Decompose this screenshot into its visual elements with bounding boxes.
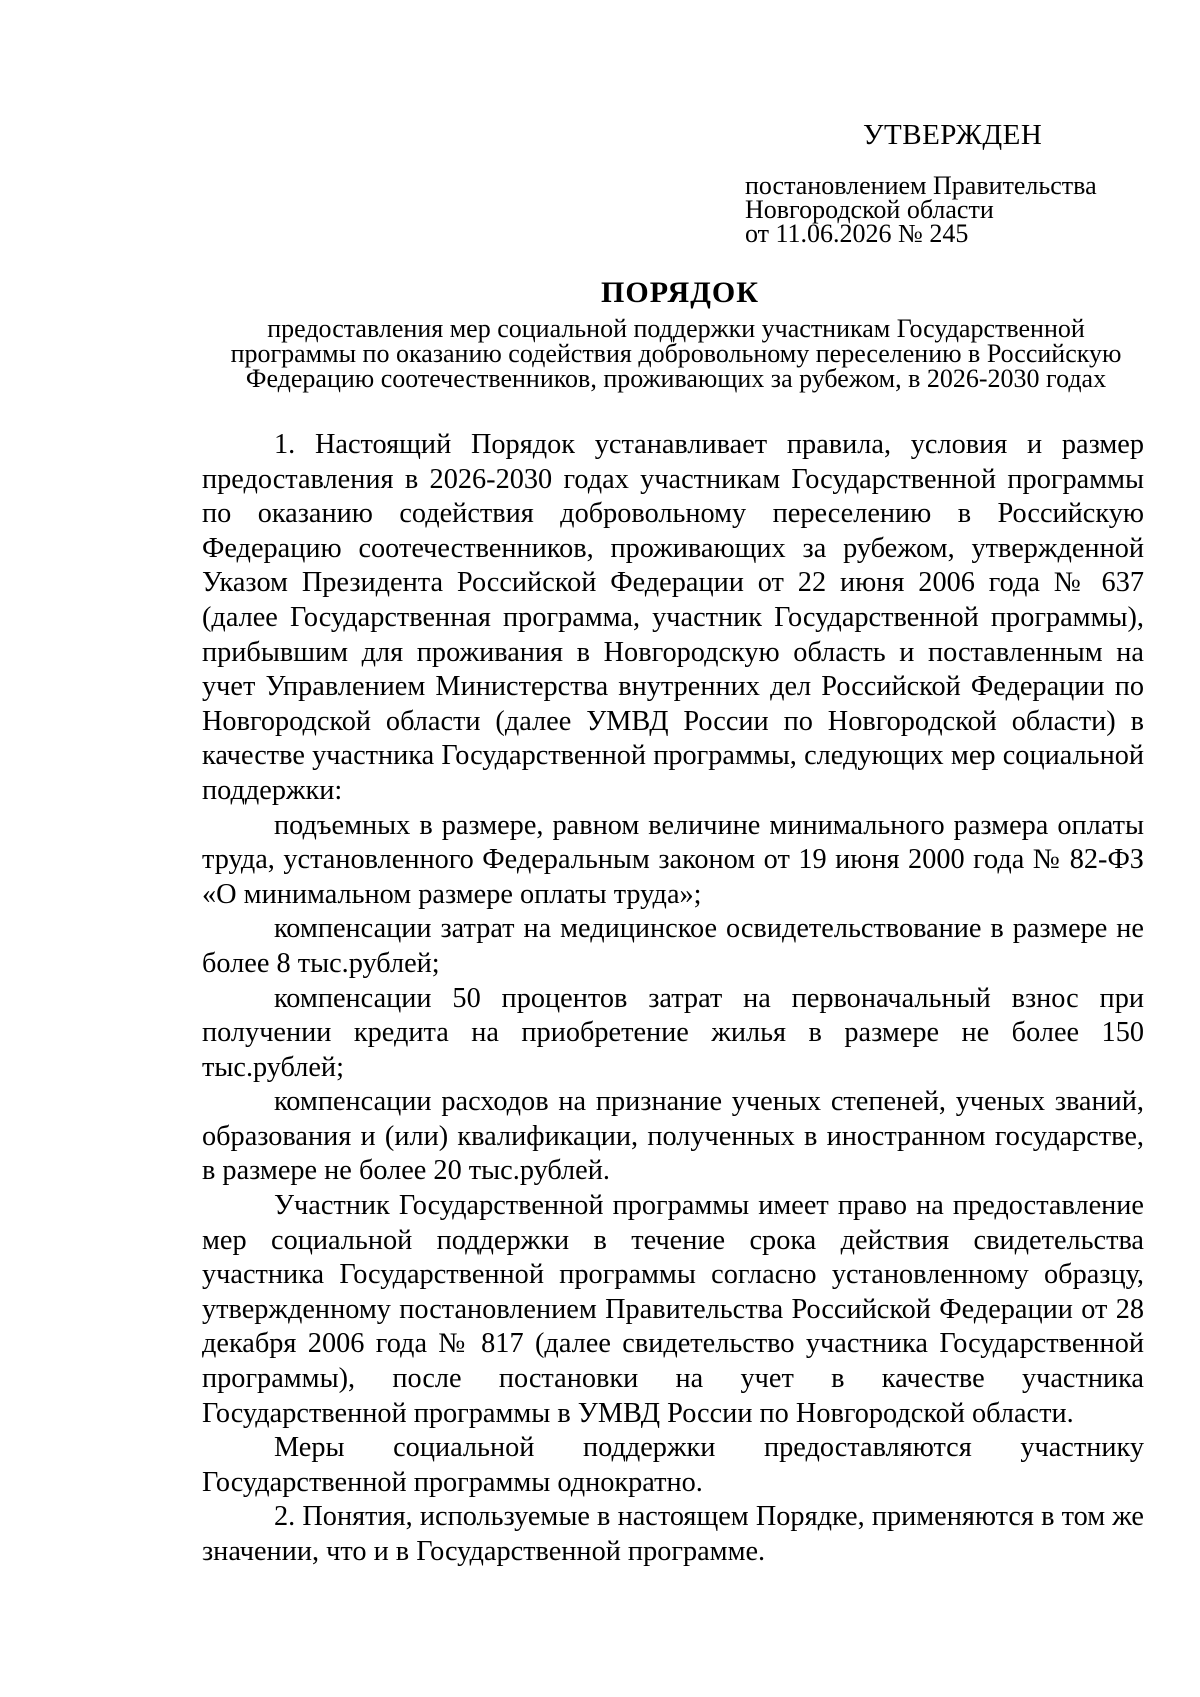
subtitle-line: программы по оказанию содействия добровольному переселению в Российскую (230, 339, 1122, 368)
approval-title: УТВЕРЖДЕН (863, 119, 1043, 151)
paragraph-2-definitions: 2. Понятия, используемые в настоящем Порядке, применяются в том же значении, что и в Государственной программе. (202, 1501, 1144, 1567)
approval-line-date-number: от 11.06.2026 № 245 (745, 219, 969, 248)
document-title: ПОРЯДОК (601, 276, 759, 309)
paragraph-qualification-compensation: компенсации расходов на признание ученых степеней, ученых званий, образования и (или) квалификации, полученных в иностранном государстве, в размере не более 20 тыс.рублей. (202, 1086, 1144, 1187)
paragraph-1-scope: 1. Настоящий Порядок устанавливает правила, условия и размер предоставления в 2026-2030 годах участникам Государственной программы по оказанию содействия добровольному переселению в Российскую Федерацию соотечественников, проживающих за рубежом, утвержденной Указом Президента Российской Федерации от 22 июня 2006 года № 637 (далее Государственная программа, участник Государственной программы), прибывшим для проживания в Новгородскую область и поставленным на учет Управлением Министерства внутренних дел Российской Федерации по Новгородской области (далее УМВД России по Новгородской области) в качестве участника Государственной программы, следующих мер социальной поддержки: (202, 429, 1144, 806)
paragraph-relocation-allowance: подъемных в размере, равном величине минимального размера оплаты труда, установленного Федеральным законом от 19 июня 2000 года № 82-ФЗ «О минимальном размере оплаты труда»; (202, 809, 1144, 910)
document-subtitle (196, 316, 1156, 391)
approval-line-resolution: постановлением Правительства (745, 171, 1097, 200)
paragraph-mortgage-compensation: компенсации 50 процентов затрат на первоначальный взнос при получении кредита на приобретение жилья в размере не более 150 тыс.рублей; (202, 982, 1144, 1083)
paragraph-eligibility-period: Участник Государственной программы имеет право на предоставление мер социальной поддержки в течение срока действия свидетельства участника Государственной программы согласно установленному образцу, утвержденному постановлением Правительства Российской Федерации от 28 декабря 2006 года № 817 (далее свидетельство участника Государственной программы), после постановки на учет в качестве участника Государственной программы в УМВД России по Новгородской области. (202, 1190, 1144, 1429)
subtitle-line: предоставления мер социальной поддержки участникам Государственной (267, 314, 1085, 343)
approval-line-region: Новгородской области (745, 195, 994, 224)
approval-stamp (745, 118, 1165, 246)
subtitle-line: Федерацию соотечественников, проживающих за рубежом, в 2026-2030 годах (245, 364, 1107, 393)
paragraph-medical-compensation: компенсации затрат на медицинское освидетельствование в размере не более 8 тыс.рублей; (202, 913, 1144, 979)
paragraph-one-time: Меры социальной поддержки предоставляются участнику Государственной программы однократно. (202, 1432, 1144, 1498)
document-body (202, 428, 1144, 1570)
approval-details (745, 171, 1165, 248)
